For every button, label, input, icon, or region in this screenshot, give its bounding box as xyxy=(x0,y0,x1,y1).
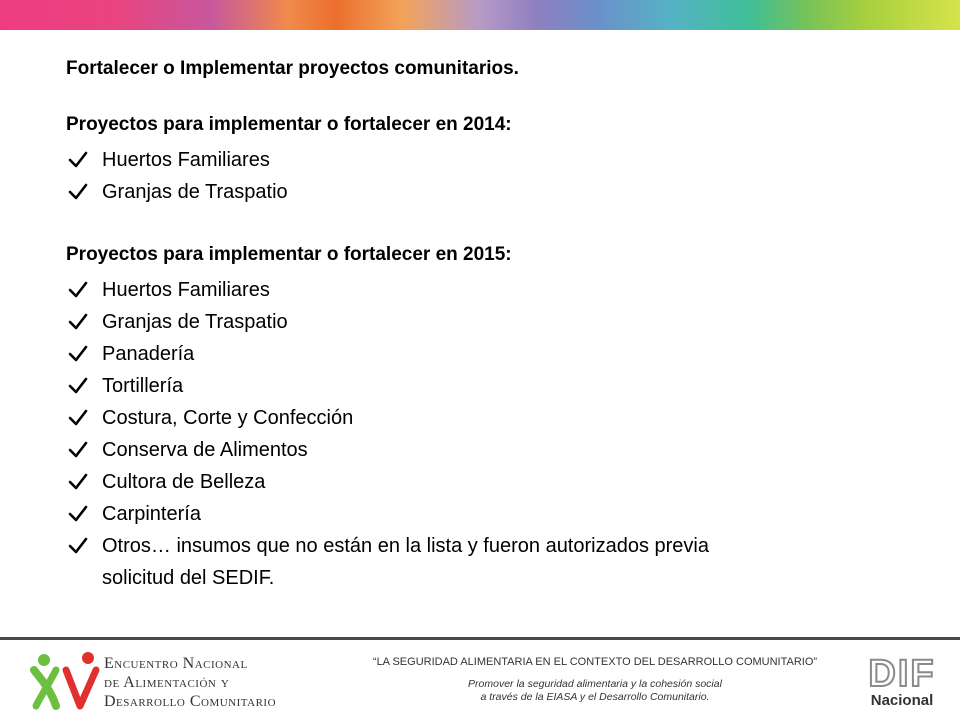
list-item xyxy=(66,498,926,530)
list-item-label: Tortillería xyxy=(102,375,184,397)
list-item xyxy=(66,530,926,594)
checkmark-icon xyxy=(68,409,88,427)
checkmark-icon xyxy=(68,537,88,555)
checkmark-icon xyxy=(68,345,88,363)
list-item xyxy=(66,370,926,402)
list-item xyxy=(66,402,926,434)
event-name xyxy=(104,654,276,711)
dif-logo xyxy=(862,652,942,692)
list-item-label: Granjas de Traspatio xyxy=(102,181,288,203)
list-item xyxy=(66,176,926,208)
checkmark-icon xyxy=(68,183,88,201)
xv-event-logo xyxy=(30,648,102,712)
dif-logo-text: DIF xyxy=(868,653,936,692)
list-item-label: Huertos Familiares xyxy=(102,149,270,171)
checkmark-icon xyxy=(68,313,88,331)
list-item-label-continued: solicitud del SEDIF. xyxy=(102,567,275,589)
list-item xyxy=(66,434,926,466)
dif-subtitle: Nacional xyxy=(870,692,934,709)
list-item-label: Costura, Corte y Confección xyxy=(102,407,354,429)
list-2015 xyxy=(66,274,926,594)
list-item xyxy=(66,338,926,370)
list-item-label: Otros… insumos que no están en la lista y fueron autorizados previa xyxy=(102,535,709,557)
checkmark-icon xyxy=(68,151,88,169)
list-item-label: Huertos Familiares xyxy=(102,279,270,301)
footer-slogan: “LA SEGURIDAD ALIMENTARIA EN EL CONTEXTO DEL DESARROLLO COMUNITARIO” xyxy=(372,656,818,668)
list-item xyxy=(66,144,926,176)
event-name-line-2: de Alimentación y xyxy=(104,674,230,691)
footer-subtitle-2: a través de la EIASA y el Desarrollo Comunitario. xyxy=(480,691,710,703)
checkmark-icon xyxy=(68,441,88,459)
list-item xyxy=(66,306,926,338)
event-name-line-1: Encuentro Nacional xyxy=(104,655,248,672)
top-color-bar xyxy=(0,0,960,30)
heading-2014: Proyectos para implementar o fortalecer en 2014: xyxy=(66,114,512,135)
list-2014 xyxy=(66,144,926,208)
checkmark-icon xyxy=(68,281,88,299)
checkmark-icon xyxy=(68,473,88,491)
checkmark-icon xyxy=(68,377,88,395)
list-item-label: Cultora de Belleza xyxy=(102,471,266,493)
list-item-label: Conserva de Alimentos xyxy=(102,439,308,461)
list-item xyxy=(66,466,926,498)
list-item-label: Carpintería xyxy=(102,503,201,525)
footer-subtitle-1: Promover la seguridad alimentaria y la cohesión social xyxy=(468,678,722,690)
event-name-line-3: Desarrollo Comunitario xyxy=(104,693,277,710)
list-item-label: Panadería xyxy=(102,343,195,365)
checkmark-icon xyxy=(68,505,88,523)
heading-2015: Proyectos para implementar o fortalecer en 2015: xyxy=(66,244,512,265)
slide-content xyxy=(66,56,926,594)
list-item-label: Granjas de Traspatio xyxy=(102,311,288,333)
list-item xyxy=(66,274,926,306)
slide-title: Fortalecer o Implementar proyectos comunitarios. xyxy=(66,58,519,79)
